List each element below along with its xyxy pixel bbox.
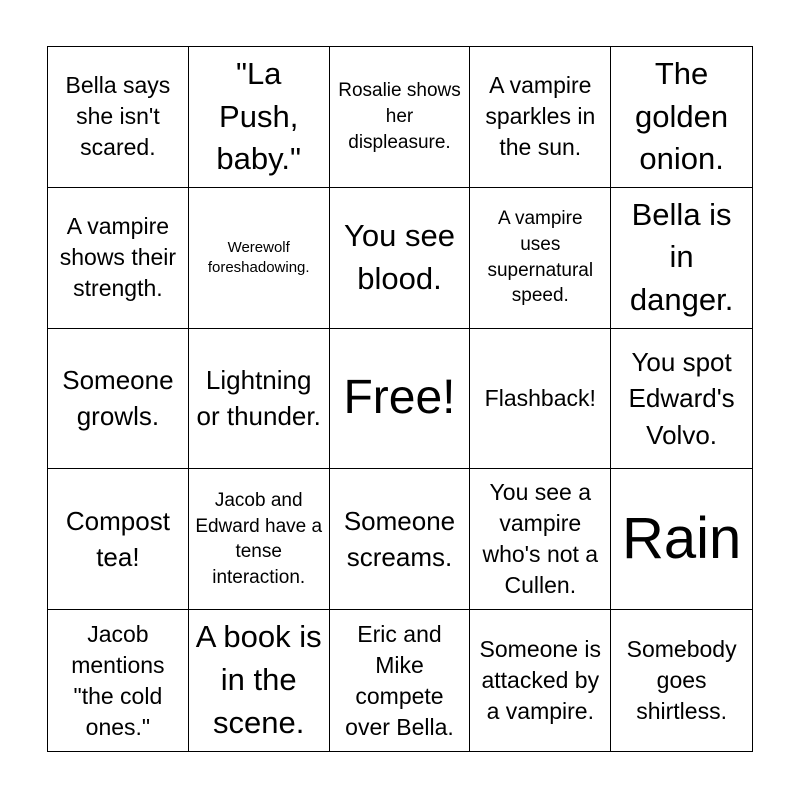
bingo-cell[interactable] <box>470 610 611 751</box>
bingo-cell[interactable] <box>611 469 752 610</box>
cell-text: A book is in the scene. <box>195 619 322 740</box>
bingo-cell[interactable] <box>330 610 471 751</box>
bingo-cell[interactable] <box>189 469 330 610</box>
bingo-cell[interactable] <box>189 329 330 470</box>
bingo-cell[interactable] <box>611 47 752 188</box>
bingo-cell[interactable] <box>48 469 189 610</box>
cell-text: You see a vampire who's not a Cullen. <box>482 479 599 599</box>
cell-text: Jacob and Edward have a tense interaction. <box>195 490 323 588</box>
bingo-cell[interactable] <box>189 188 330 329</box>
cell-text: Free! <box>343 371 456 425</box>
bingo-cell[interactable] <box>48 188 189 329</box>
bingo-cell[interactable] <box>330 469 471 610</box>
bingo-cell[interactable] <box>48 47 189 188</box>
cell-text: You spot Edward's Volvo. <box>628 346 735 450</box>
bingo-board <box>47 46 753 752</box>
bingo-cell[interactable] <box>470 188 611 329</box>
bingo-cell[interactable] <box>189 610 330 751</box>
cell-text: Werewolf foreshadowing. <box>207 239 310 276</box>
cell-text: Bella says she isn't scared. <box>65 72 171 161</box>
cell-text: Lightning or thunder. <box>196 365 321 432</box>
bingo-cell[interactable] <box>611 329 752 470</box>
cell-text: The golden onion. <box>635 55 729 177</box>
bingo-cell[interactable] <box>470 47 611 188</box>
bingo-cell[interactable] <box>48 329 189 470</box>
cell-text: Bella is in danger. <box>629 196 734 318</box>
cell-text: Compost tea! <box>65 505 170 573</box>
cell-text: Someone screams. <box>343 505 456 573</box>
bingo-cell[interactable] <box>48 610 189 751</box>
cell-text: "La Push, baby." <box>216 55 301 177</box>
cell-text: A vampire sparkles in the sun. <box>485 72 596 161</box>
free-space-cell[interactable] <box>330 329 471 470</box>
bingo-cell[interactable] <box>330 47 471 188</box>
cell-text: Flashback! <box>484 384 596 411</box>
bingo-cell[interactable] <box>611 610 752 751</box>
cell-text: A vampire shows their strength. <box>59 213 177 302</box>
cell-text: Rosalie shows her displeasure. <box>338 80 461 153</box>
bingo-cell[interactable] <box>470 329 611 470</box>
cell-text: Jacob mentions "the cold ones." <box>71 620 165 740</box>
cell-text: You see blood. <box>344 217 455 296</box>
bingo-cell[interactable] <box>470 469 611 610</box>
cell-text: Somebody goes shirtless. <box>626 636 737 725</box>
cell-text: Someone is attacked by a vampire. <box>479 636 602 725</box>
cell-text: Rain <box>621 506 742 572</box>
bingo-cell[interactable] <box>611 188 752 329</box>
bingo-cell[interactable] <box>330 188 471 329</box>
cell-text: Someone growls. <box>62 365 174 432</box>
cell-text: A vampire uses supernatural speed. <box>487 208 594 307</box>
bingo-cell[interactable] <box>189 47 330 188</box>
cell-text: Eric and Mike compete over Bella. <box>345 620 454 740</box>
